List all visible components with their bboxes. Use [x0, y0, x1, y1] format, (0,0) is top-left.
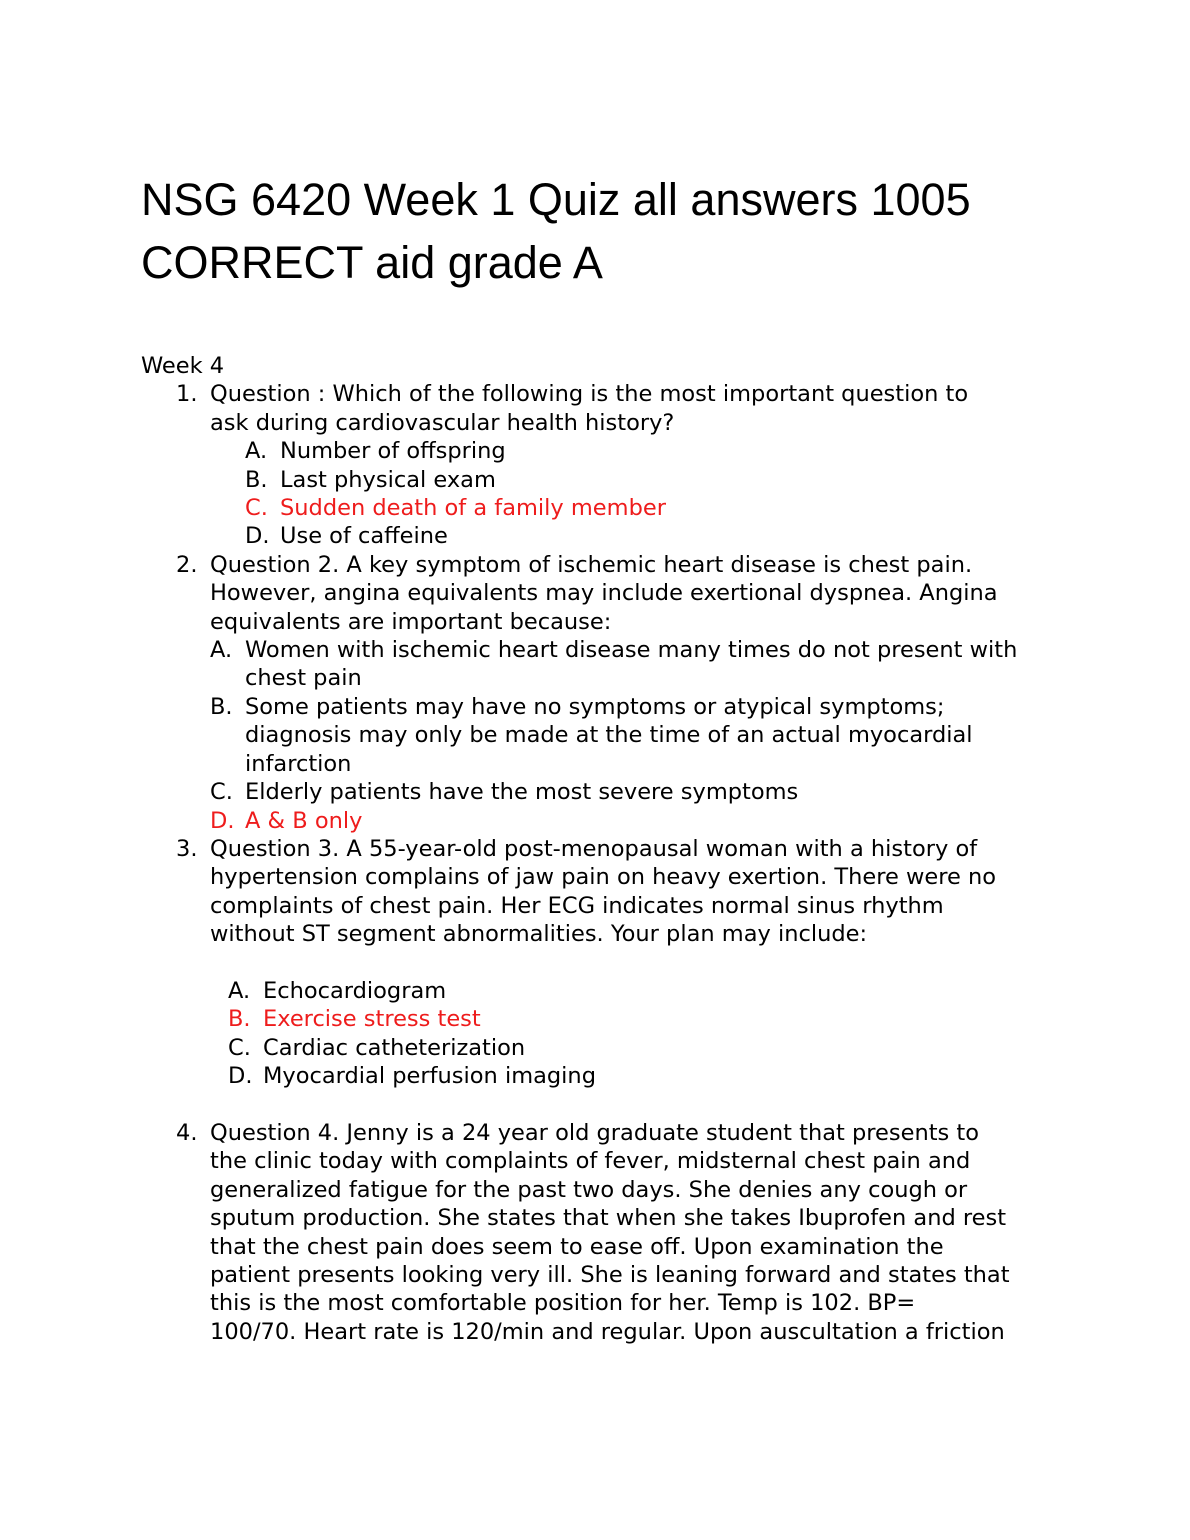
question-number: 2. — [176, 551, 198, 578]
question-text-line: generalized fatigue for the past two days. She denies any cough or — [210, 1176, 968, 1203]
option-text: Women with ischemic heart disease many times do not present with — [245, 637, 1018, 664]
question-text-line: Question : Which of the following is the most important question to — [210, 381, 969, 408]
question-3 — [141, 835, 1081, 949]
question-number: 1. — [176, 381, 198, 408]
question-text-line: patient presents looking very ill. She is leaning forward and states that — [210, 1261, 1010, 1288]
question-text-line: equivalents are important because: — [210, 608, 612, 635]
option-letter: C. — [210, 779, 233, 806]
option-2b — [141, 693, 1081, 778]
question-text-line: this is the most comfortable position for her. Temp is 102. BP= — [210, 1290, 916, 1317]
option-letter: D. — [210, 807, 235, 834]
page-title: NSG 6420 Week 1 Quiz all answers 1005 CORRECT aid grade A — [141, 174, 971, 288]
option-3b-correct — [141, 1005, 1081, 1033]
option-1d — [141, 522, 1081, 550]
option-2d-correct — [141, 807, 1081, 835]
option-1b — [141, 466, 1081, 494]
option-text: Exercise stress test — [263, 1006, 481, 1033]
option-text: chest pain — [245, 665, 362, 692]
question-text-line: 100/70. Heart rate is 120/min and regular. Upon auscultation a friction — [210, 1318, 1005, 1345]
question-text-line: Question 2. A key symptom of ischemic heart disease is chest pain. — [210, 551, 973, 578]
question-text-line: that the chest pain does seem to ease off. Upon examination the — [210, 1233, 944, 1260]
question-text-line: complaints of chest pain. Her ECG indicates normal sinus rhythm — [210, 892, 944, 919]
question-text-line: Question 4. Jenny is a 24 year old graduate student that presents to — [210, 1119, 979, 1146]
question-2 — [141, 551, 1081, 636]
spacer — [141, 1091, 1081, 1119]
option-1c-correct — [141, 494, 1081, 522]
question-text-line: Question 3. A 55-year-old post-menopausal woman with a history of — [210, 835, 978, 862]
option-2c — [141, 778, 1081, 806]
option-text: Last physical exam — [280, 466, 496, 493]
option-text: Echocardiogram — [263, 977, 447, 1004]
question-text-line: sputum production. She states that when she takes Ibuprofen and rest — [210, 1205, 1007, 1232]
option-text: Sudden death of a family member — [280, 495, 666, 522]
option-2a — [141, 636, 1081, 693]
option-text: Some patients may have no symptoms or atypical symptoms; — [245, 693, 945, 720]
option-3a — [141, 977, 1081, 1005]
question-text-line: without ST segment abnormalities. Your plan may include: — [210, 921, 868, 948]
option-letter: B. — [228, 1006, 251, 1033]
option-letter: B. — [245, 466, 268, 493]
option-letter: A. — [210, 637, 233, 664]
option-text: Number of offspring — [280, 438, 506, 465]
option-letter: B. — [210, 693, 233, 720]
spacer — [141, 949, 1081, 977]
option-3d — [141, 1062, 1081, 1090]
question-text-line: the clinic today with complaints of fever, midsternal chest pain and — [210, 1148, 971, 1175]
option-text: Myocardial perfusion imaging — [263, 1063, 596, 1090]
question-4 — [141, 1119, 1081, 1346]
question-text-line: However, angina equivalents may include exertional dyspnea. Angina — [210, 580, 998, 607]
option-letter: D. — [228, 1063, 253, 1090]
question-number: 4. — [176, 1119, 198, 1146]
question-text-line: ask during cardiovascular health history? — [210, 409, 675, 436]
quiz-body — [141, 352, 1081, 1346]
option-text: Elderly patients have the most severe symptoms — [245, 779, 799, 806]
option-1a — [141, 437, 1081, 465]
option-letter: A. — [228, 977, 251, 1004]
option-text: A & B only — [245, 807, 363, 834]
week-label: Week 4 — [141, 353, 225, 379]
option-3c — [141, 1034, 1081, 1062]
question-text-line: hypertension complains of jaw pain on heavy exertion. There were no — [210, 864, 996, 891]
option-letter: D. — [245, 523, 270, 550]
option-text: infarction — [245, 750, 352, 777]
question-number: 3. — [176, 835, 198, 862]
option-letter: C. — [245, 495, 268, 522]
option-text: Cardiac catheterization — [263, 1034, 526, 1061]
question-1 — [141, 380, 1081, 437]
option-letter: C. — [228, 1034, 251, 1061]
option-text: Use of caffeine — [280, 523, 448, 550]
option-letter: A. — [245, 438, 268, 465]
option-text: diagnosis may only be made at the time of an actual myocardial — [245, 722, 973, 749]
